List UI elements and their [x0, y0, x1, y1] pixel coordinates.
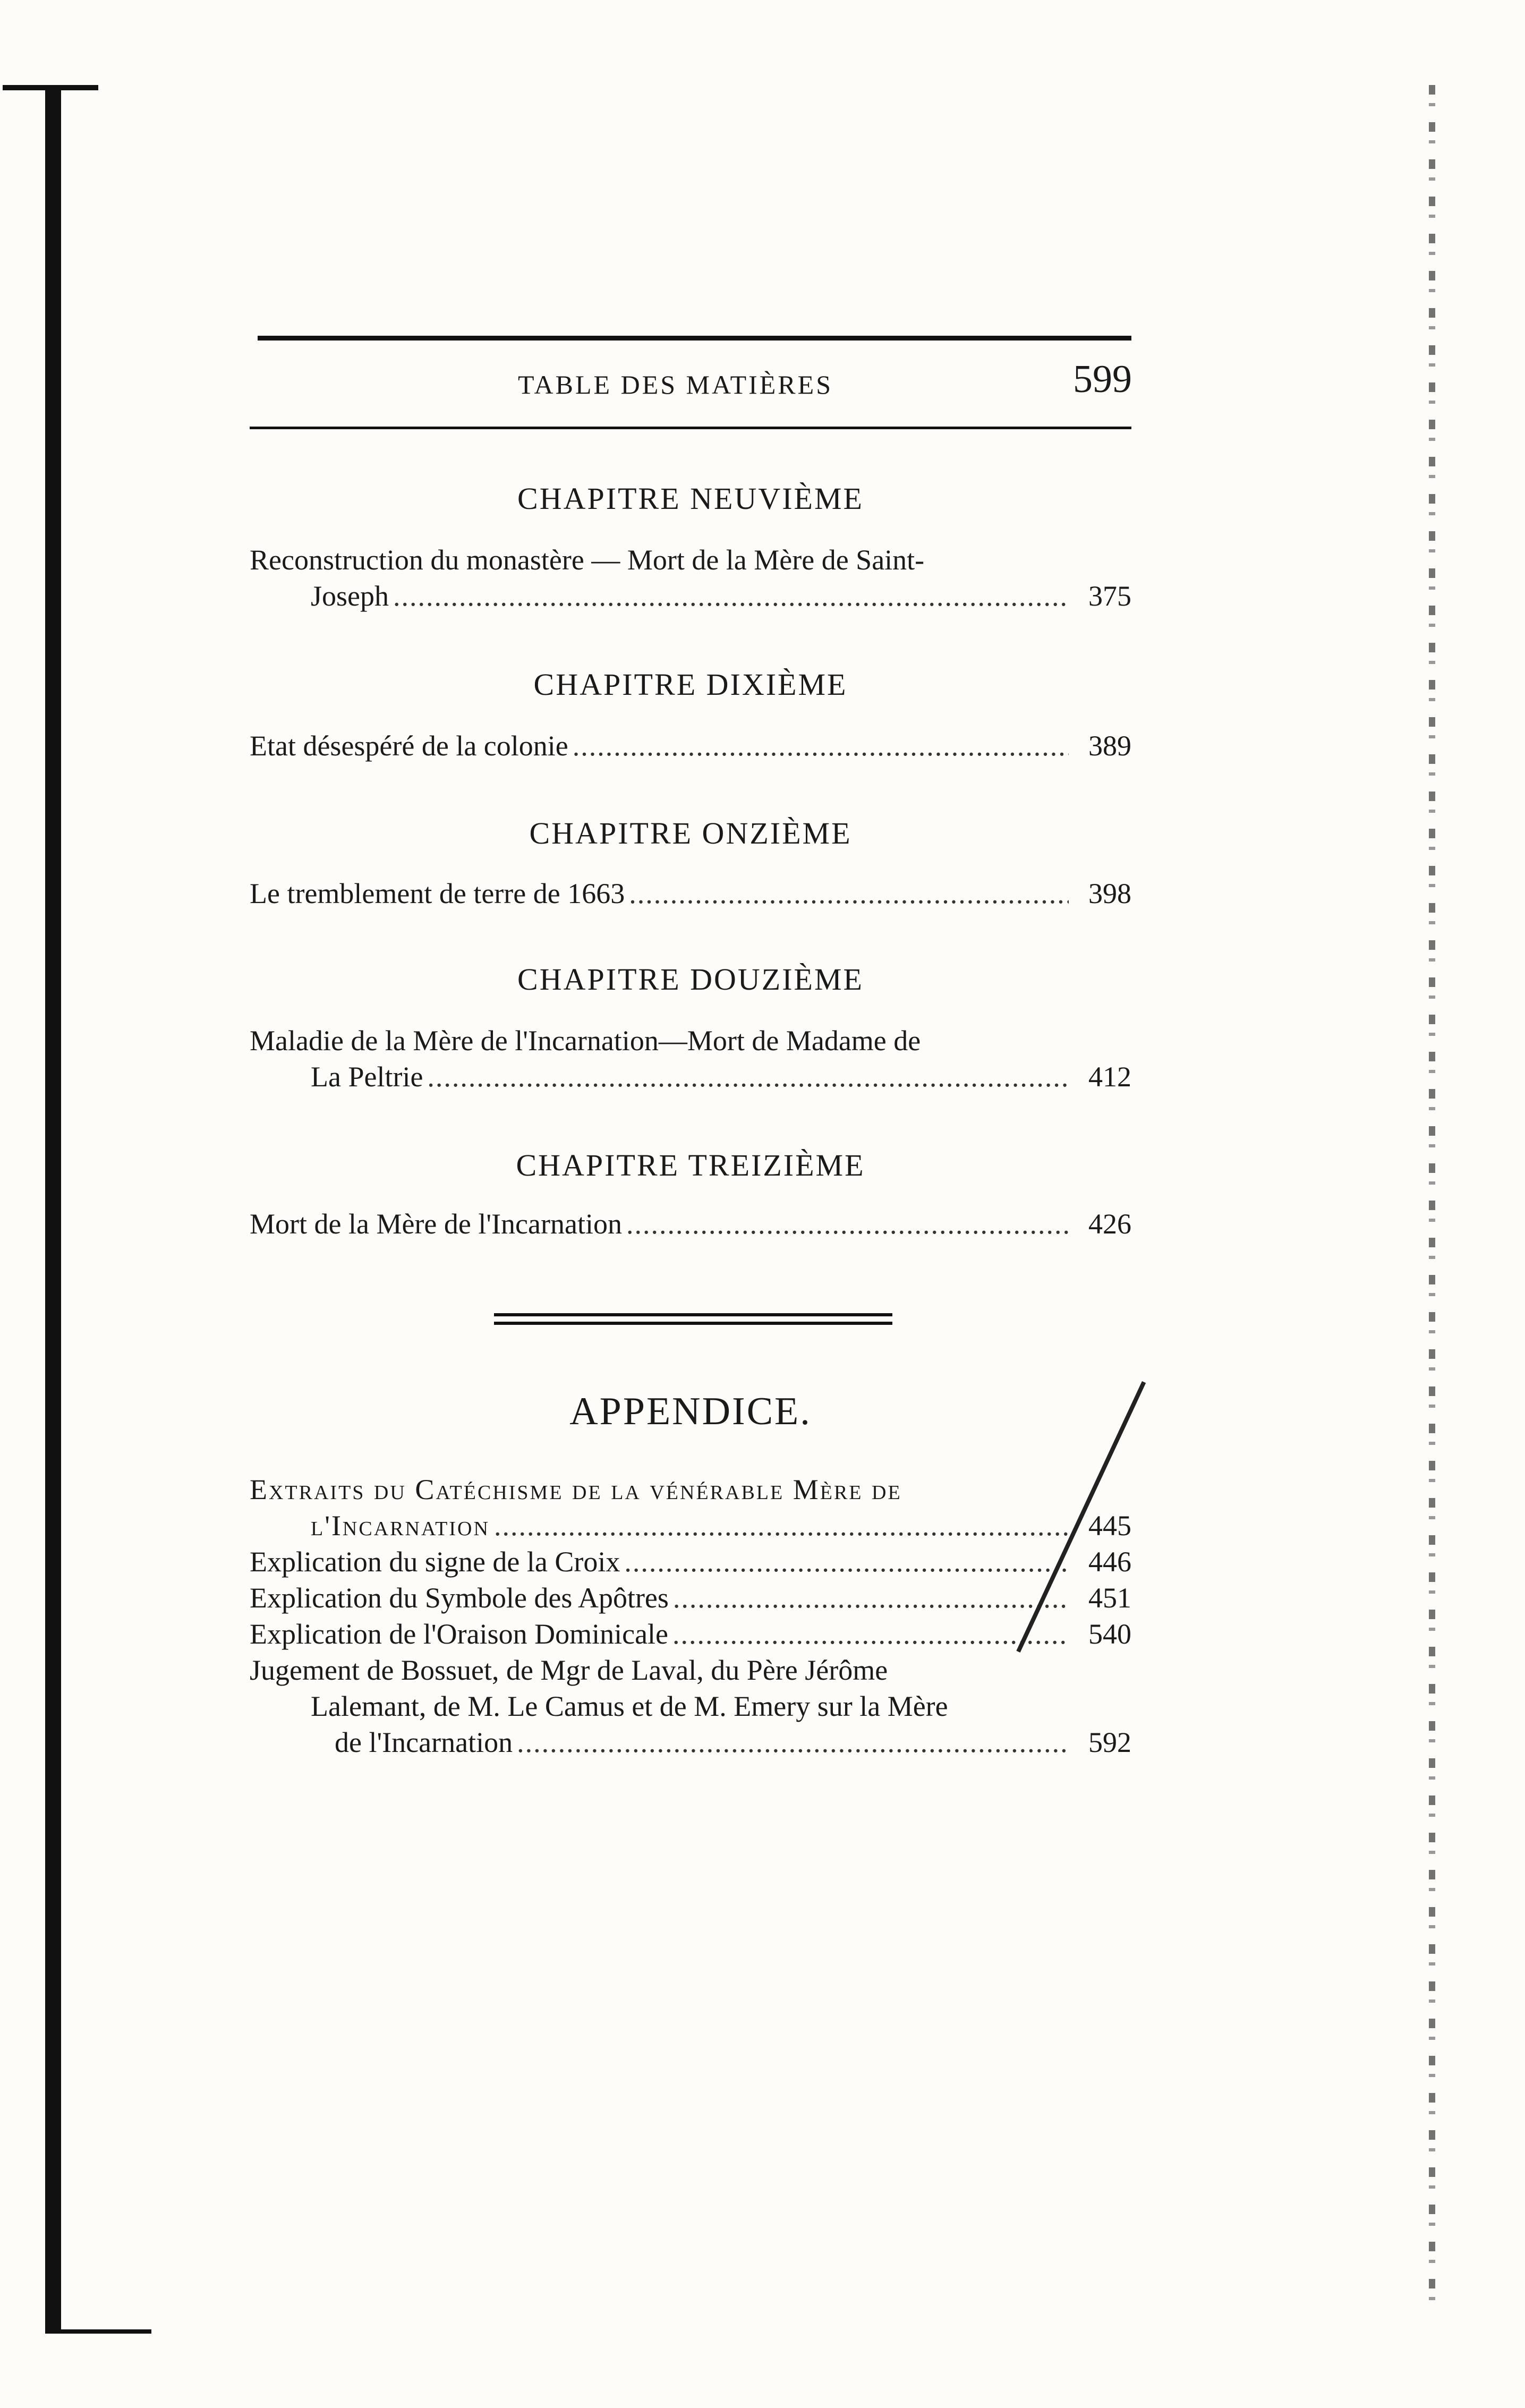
- toc-page-number: 375: [1088, 580, 1131, 612]
- section-separator: [494, 1322, 892, 1325]
- dot-leader: [573, 728, 1069, 764]
- toc-page-number: 389: [1088, 730, 1131, 762]
- toc-entry-text: Explication du Symbole des Apôtres: [250, 1582, 669, 1614]
- appendix-entries: [250, 1471, 1131, 1760]
- dot-leader: [393, 578, 1069, 614]
- toc-page-number: 592: [1088, 1726, 1131, 1758]
- toc-entry-text: l'Incarnation: [311, 1510, 490, 1542]
- toc-page-number: 398: [1088, 878, 1131, 909]
- toc-entry-text: Explication de l'Oraison Dominicale: [250, 1618, 669, 1650]
- chapter-heading: CHAPITRE NEUVIÈME: [517, 481, 864, 516]
- binding-edge-bottom: [45, 2329, 151, 2334]
- toc-entry: [250, 1023, 1131, 1095]
- dot-leader: [624, 1544, 1069, 1580]
- toc-entry-text: Le tremblement de terre de 1663: [250, 878, 625, 909]
- toc-page-number: 451: [1088, 1582, 1131, 1614]
- header-rule-bottom: [250, 427, 1131, 429]
- toc-page-number: 412: [1088, 1061, 1131, 1093]
- toc-entry-text: Etat désespéré de la colonie: [250, 730, 568, 762]
- toc-page-number: 426: [1088, 1208, 1131, 1240]
- chapter-heading: CHAPITRE DOUZIÈME: [517, 962, 864, 997]
- dot-leader: [517, 1724, 1069, 1760]
- toc-entry-text: Reconstruction du monastère — Mort de la Mère de Saint-: [250, 544, 925, 576]
- dot-leader: [629, 875, 1069, 912]
- dot-leader: [626, 1206, 1069, 1242]
- toc-entry-text: Explication du signe de la Croix: [250, 1546, 620, 1578]
- toc-page-number: 446: [1088, 1546, 1131, 1578]
- dot-leader: [494, 1508, 1069, 1544]
- toc-entry-text: Extraits du Catéchisme de la vénérable Mère de: [250, 1474, 902, 1505]
- section-separator: [494, 1313, 892, 1316]
- toc-entry-text: de l'Incarnation: [335, 1726, 513, 1758]
- running-title: TABLE DES MATIÈRES: [518, 370, 833, 399]
- chapter-heading: CHAPITRE TREIZIÈME: [516, 1148, 865, 1182]
- toc-entry-text: Maladie de la Mère de l'Incarnation—Mort de Madame de: [250, 1025, 921, 1057]
- toc-entry-text: Joseph: [311, 580, 389, 612]
- chapter-heading: CHAPITRE ONZIÈME: [529, 816, 852, 850]
- toc-entry-text: Jugement de Bossuet, de Mgr de Laval, du Père Jérôme: [250, 1654, 888, 1686]
- page-number: 599: [1073, 358, 1132, 401]
- binding-edge: [45, 85, 61, 2332]
- page-edge-right: [1429, 85, 1435, 2316]
- dot-leader: [427, 1059, 1069, 1095]
- chapter-heading: CHAPITRE DIXIÈME: [533, 667, 848, 702]
- dot-leader: [673, 1580, 1069, 1616]
- toc-entry: [250, 875, 1131, 912]
- dot-leader: [672, 1616, 1069, 1652]
- appendix-title: APPENDICE.: [569, 1390, 812, 1433]
- toc-entry: [250, 1206, 1131, 1242]
- toc-entry-text: Mort de la Mère de l'Incarnation: [250, 1208, 622, 1240]
- toc-entry-text: Lalemant, de M. Le Camus et de M. Emery sur la Mère: [311, 1690, 948, 1722]
- toc-entry: [250, 728, 1131, 764]
- toc-page-number: 540: [1088, 1618, 1131, 1650]
- toc-entry: [250, 542, 1131, 614]
- toc-page-number: 445: [1088, 1510, 1131, 1542]
- toc-entry-text: La Peltrie: [311, 1061, 423, 1093]
- header-rule-top: [258, 336, 1131, 341]
